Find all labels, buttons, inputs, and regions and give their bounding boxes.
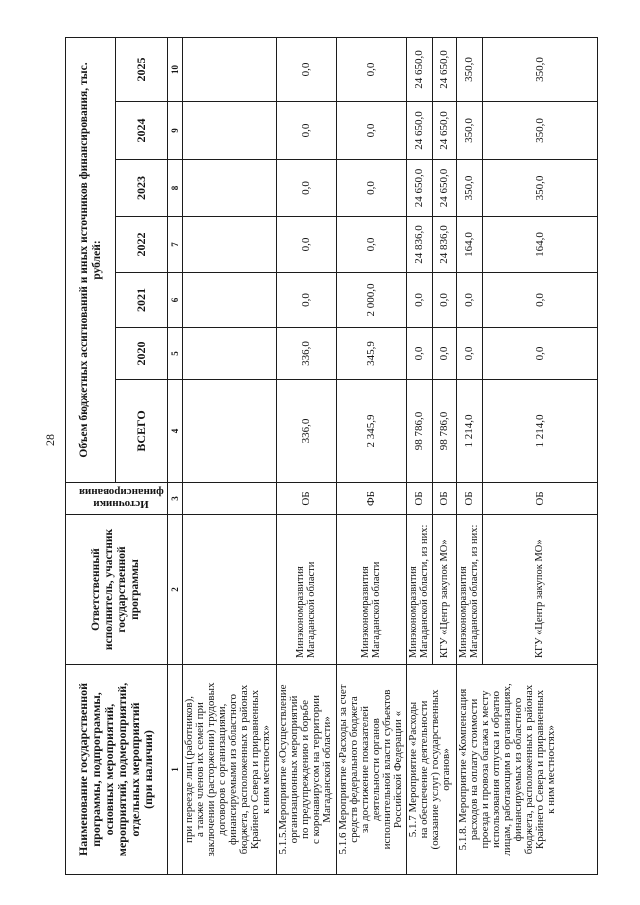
row-year-value: 0,0 <box>456 273 482 328</box>
column-number: 8 <box>167 160 182 217</box>
column-number: 9 <box>167 102 182 160</box>
table-row <box>276 38 336 875</box>
row-total: 336,0 <box>276 380 336 483</box>
header-total: ВСЕГО <box>116 380 167 483</box>
row-year-value: 336,0 <box>276 328 336 380</box>
row-year-value: 350,0 <box>482 38 597 102</box>
header-row <box>66 38 116 875</box>
row-year-value: 24 650,0 <box>432 38 456 102</box>
header-year: 2024 <box>116 102 167 160</box>
column-number: 10 <box>167 38 182 102</box>
row-year-value: 350,0 <box>482 160 597 217</box>
row-year-value: 0,0 <box>336 217 406 273</box>
empty-cell <box>182 273 276 328</box>
row-executor: КГУ «Центр закупок МО» <box>482 515 597 665</box>
row-year-value: 164,0 <box>456 217 482 273</box>
page-number: 28 <box>43 434 57 446</box>
row-executor: Минэкономразвития Магаданской области, из них: <box>456 515 482 665</box>
row-year-value: 0,0 <box>432 273 456 328</box>
header-source-label: Источники финансирования <box>79 486 164 511</box>
column-number: 2 <box>167 515 182 665</box>
row-year-value: 2 000,0 <box>336 273 406 328</box>
row-total: 1 214,0 <box>456 380 482 483</box>
column-number: 7 <box>167 217 182 273</box>
empty-cell <box>182 217 276 273</box>
row-year-value: 0,0 <box>276 273 336 328</box>
row-year-value: 0,0 <box>336 160 406 217</box>
row-year-value: 0,0 <box>482 328 597 380</box>
row-year-value: 0,0 <box>456 328 482 380</box>
header-year: 2025 <box>116 38 167 102</box>
row-executor: Минэкономразвития Магаданской области <box>276 515 336 665</box>
column-number: 6 <box>167 273 182 328</box>
row-year-value: 350,0 <box>456 160 482 217</box>
row-name: 5.1.7 Мероприятие «Расходы на обеспечение деятельности (оказание услуг) государственных органов» <box>406 665 456 875</box>
row-year-value: 24 836,0 <box>432 217 456 273</box>
row-total: 98 786,0 <box>432 380 456 483</box>
row-year-value: 0,0 <box>276 160 336 217</box>
row-source: ОБ <box>432 483 456 515</box>
row-executor: Минэкономразвития Магаданской области <box>336 515 406 665</box>
empty-cell <box>182 38 276 102</box>
row-year-value: 24 650,0 <box>406 160 432 217</box>
row-total: 1 214,0 <box>482 380 597 483</box>
column-number: 1 <box>167 665 182 875</box>
row-year-value: 24 650,0 <box>432 102 456 160</box>
row-executor: КГУ «Центр закупок МО» <box>432 515 456 665</box>
row-source: ОБ <box>482 483 597 515</box>
header-name: Наименование государственной программы, подпрограммы, основных мероприятий, мероприятий, подмероприятий, отдельных мероприятий (при наличии) <box>66 665 168 875</box>
row-year-value: 24 650,0 <box>432 160 456 217</box>
row-name: 5.1.5.Мероприятие «Осуществление организационных мероприятий по предупреждению и борьбе с коронавирусом на территории Магаданской области» <box>276 665 336 875</box>
row-year-value: 350,0 <box>482 102 597 160</box>
row-source: ОБ <box>456 483 482 515</box>
row-name: 5.1.8. Мероприятие «Компенсация расходов на оплату стоимости проезда и провоза багажа к месту использования отпуска и обратно лицам, работающим в организациях, финансируемых из областного бюджета, расположенных в районах Крайнего Севера и приравненных к ним местностях» <box>456 665 597 875</box>
header-year: 2021 <box>116 273 167 328</box>
row-year-value: 0,0 <box>406 328 432 380</box>
empty-cell <box>182 102 276 160</box>
header-source <box>66 483 168 515</box>
header-executor: Ответственный исполнитель, участник государственной программы <box>66 515 168 665</box>
row-name: 5.1.6 Мероприятие «Расходы за счет средств федерального бюджета за достижение показателей деятельности органов исполнительной власти субъектов Российской Федерации « <box>336 665 406 875</box>
row-executor: Минэкономразвития Магаданской области, из них: <box>406 515 432 665</box>
row-year-value: 0,0 <box>336 102 406 160</box>
empty-cell <box>182 515 276 665</box>
empty-cell <box>182 380 276 483</box>
row-year-value: 164,0 <box>482 217 597 273</box>
row-year-value: 0,0 <box>276 38 336 102</box>
row-year-value: 0,0 <box>336 38 406 102</box>
column-number: 4 <box>167 380 182 483</box>
row-source: ОБ <box>406 483 432 515</box>
header-year: 2023 <box>116 160 167 217</box>
row-year-value: 0,0 <box>482 273 597 328</box>
empty-cell <box>182 160 276 217</box>
row-year-value: 0,0 <box>276 217 336 273</box>
column-number: 3 <box>167 483 182 515</box>
header-year: 2022 <box>116 217 167 273</box>
row-name: при переезде лиц (работников), а также членов их семей при заключении (расторжении) трудовых договоров с организациями, финансируемыми из областного бюджета, расположенных в районах Крайнего Севера и приравненных к ним местностях» <box>182 665 276 875</box>
table-row <box>182 38 276 875</box>
row-source: ОБ <box>276 483 336 515</box>
header-year: 2020 <box>116 328 167 380</box>
row-total: 2 345,9 <box>336 380 406 483</box>
row-year-value: 0,0 <box>432 328 456 380</box>
row-year-value: 350,0 <box>456 102 482 160</box>
row-year-value: 0,0 <box>276 102 336 160</box>
table-row <box>456 38 482 875</box>
column-number: 5 <box>167 328 182 380</box>
header-budget: Объем бюджетных ассигнований и иных источников финансирования, тыс. рублей: <box>66 38 116 483</box>
row-total: 98 786,0 <box>406 380 432 483</box>
budget-table <box>65 37 598 875</box>
row-year-value: 0,0 <box>406 273 432 328</box>
table-row <box>406 38 432 875</box>
row-year-value: 24 650,0 <box>406 38 432 102</box>
document-sheet <box>65 38 598 875</box>
row-year-value: 24 650,0 <box>406 102 432 160</box>
row-source: ФБ <box>336 483 406 515</box>
empty-cell <box>182 483 276 515</box>
row-year-value: 24 836,0 <box>406 217 432 273</box>
empty-cell <box>182 328 276 380</box>
row-year-value: 345,9 <box>336 328 406 380</box>
column-number-row <box>167 38 182 875</box>
table-row <box>336 38 406 875</box>
row-year-value: 350,0 <box>456 38 482 102</box>
